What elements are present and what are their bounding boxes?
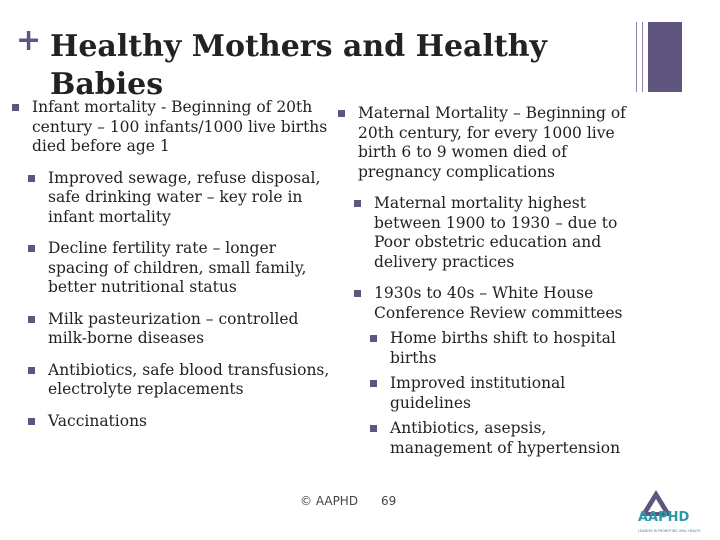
right-item-6 [338,419,638,458]
right-item-text: Maternal mortality highest between 1900 to 1930 – due to Poor obstetric education and delivery practices [374,194,618,271]
bullet-icon [338,110,345,117]
decorative-bar [648,22,682,92]
decorative-line-2 [642,22,643,92]
bullet-icon [28,245,35,252]
right-item-text: 1930s to 40s – White House Conference Review committees [374,284,623,322]
right-item-3 [338,284,638,323]
left-item-text: Decline fertility rate – longer spacing of children, small family, better nutritional status [48,239,307,296]
left-item-text: Vaccinations [48,411,148,430]
right-item-text: Improved institutional guidelines [390,374,566,412]
left-item-text: Antibiotics, safe blood transfusions, electrolyte replacements [48,360,330,398]
left-item-3 [12,239,330,298]
right-item-text: Antibiotics, asepsis, management of hypertension [390,419,621,457]
left-item-1 [12,98,330,157]
left-item-6 [12,412,330,432]
left-column [12,98,330,431]
left-item-text: Infant mortality - Beginning of 20th century – 100 infants/1000 live births died before age 1 [32,98,328,155]
right-column [338,104,638,458]
bullet-icon [28,367,35,374]
right-item-5 [338,374,638,413]
bullet-icon [28,418,35,425]
left-item-text: Improved sewage, refuse disposal, safe drinking water – key role in infant mortality [48,168,321,226]
right-item-1 [338,104,638,182]
bullet-icon [28,175,35,182]
bullet-icon [354,290,361,297]
right-item-4 [338,329,638,368]
bullet-icon [354,200,361,207]
bullet-icon [370,335,377,342]
logo-name: AAPHD [638,510,690,525]
page-number: 69 [381,494,397,508]
slide-title: Healthy Mothers and Healthy Babies [50,29,547,102]
bullet-icon [28,316,35,323]
right-item-text: Home births shift to hospital births [390,329,616,367]
decorative-line-1 [636,22,637,92]
aaphd-logo [634,490,716,536]
footer-copyright: © AAPHD [300,494,359,508]
bullet-icon [12,104,19,111]
right-item-2 [338,194,638,272]
bullet-icon [370,425,377,432]
left-item-2 [12,169,330,228]
logo-tagline: LEADERS IN PROMOTING ORAL HEALTH [638,529,701,533]
left-item-text: Milk pasteurization – controlled milk-borne diseases [48,309,299,347]
plus-icon: + [16,23,42,58]
left-item-5 [12,361,330,400]
right-item-text: Maternal Mortality – Beginning of 20th century, for every 1000 live birth 6 to 9 women died of pregnancy complications [358,104,626,181]
left-item-4 [12,310,330,349]
bullet-icon [370,380,377,387]
